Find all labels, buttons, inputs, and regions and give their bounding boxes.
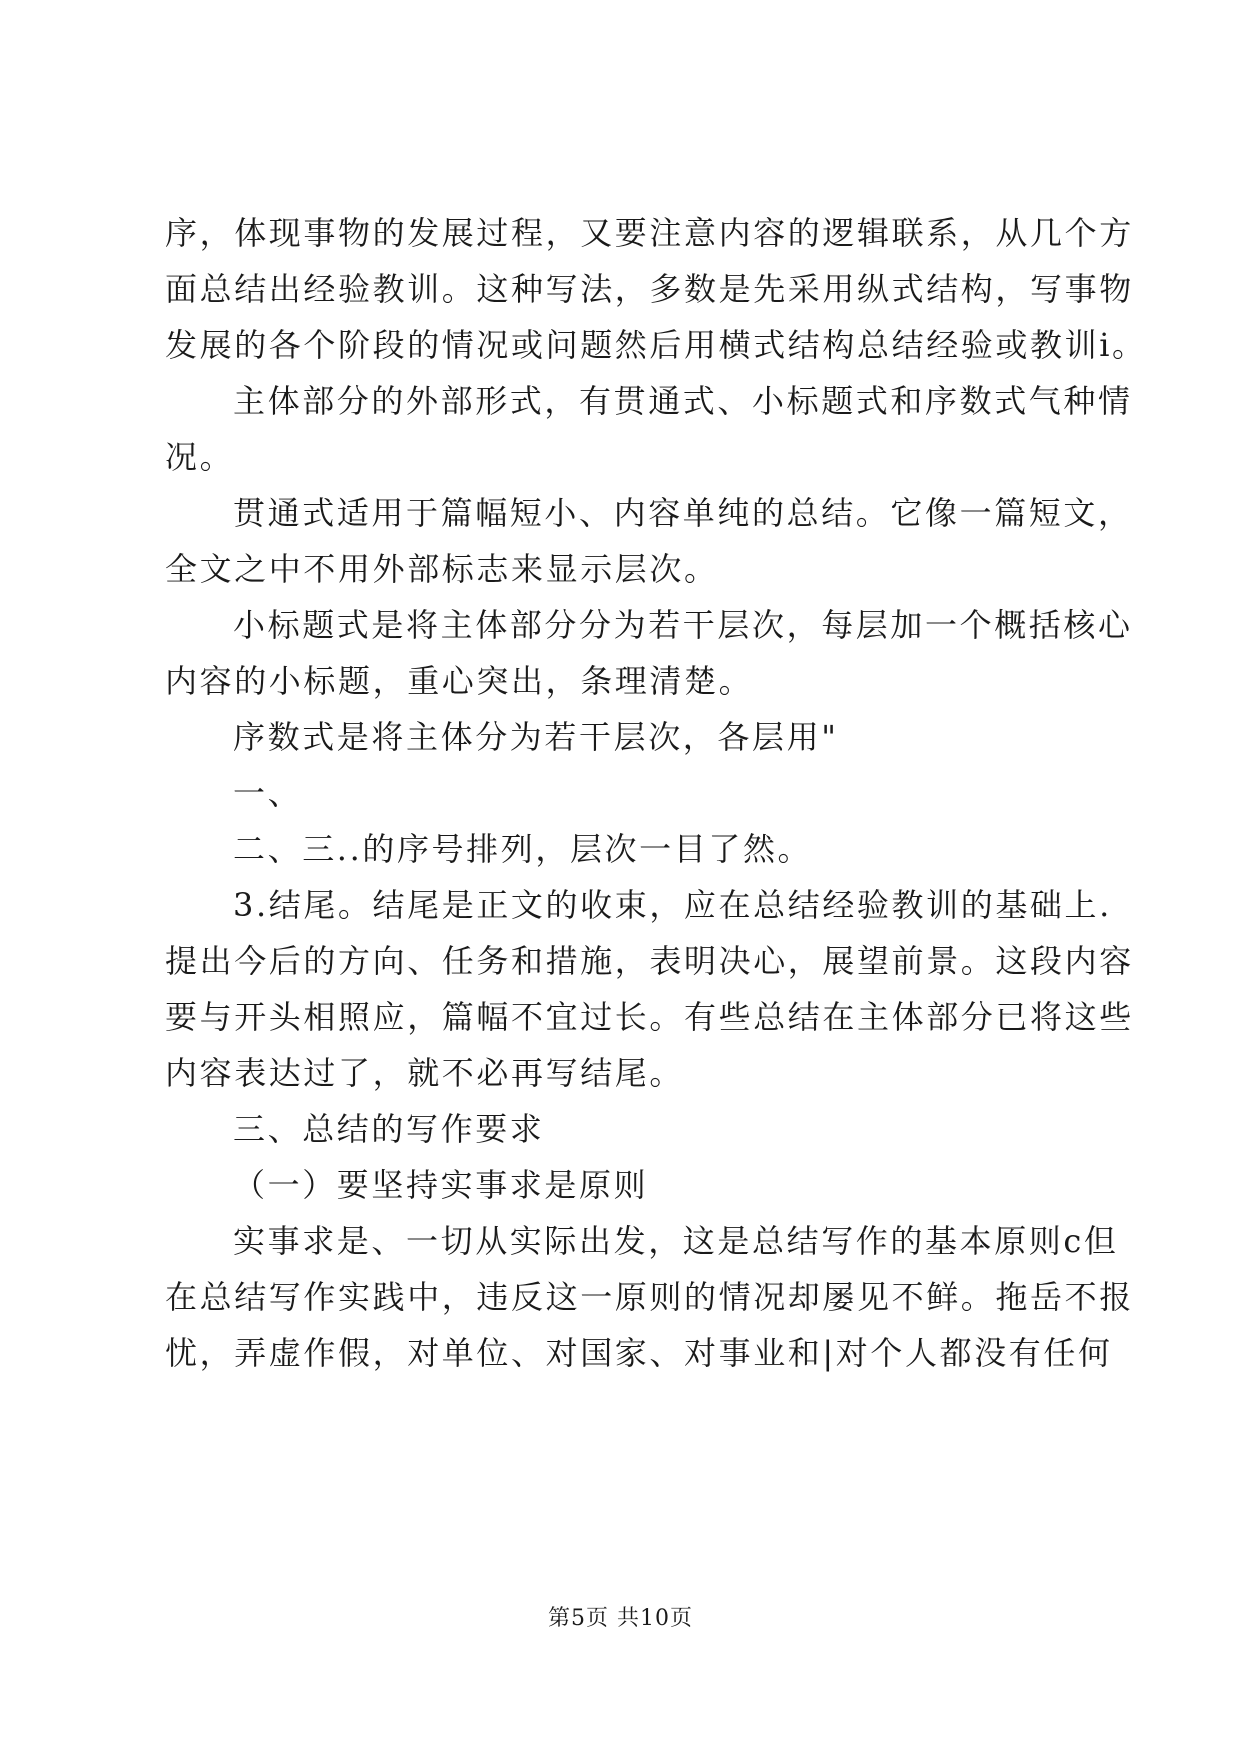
body-line-20: 在总结写作实践中，违反这一原则的情况却屡见不鲜。拖岳不报 — [165, 1278, 1134, 1316]
body-line-15: 要与开头相照应，篇幅不宜过长。有些总结在主体部分已将这些 — [165, 998, 1134, 1036]
body-line-7: 全文之中不用外部标志来显示层次。 — [165, 550, 719, 588]
body-line-19: 实事求是、一切从实际出发，这是总结写作的基本原则c但 — [233, 1222, 1119, 1260]
section-heading: 三、总结的写作要求 — [233, 1110, 545, 1148]
body-line-14: 提出今后的方向、任务和措施，表明决心，展望前景。这段内容 — [165, 942, 1134, 980]
body-line-16: 内容表达过了，就不必再写结尾。 — [165, 1054, 685, 1092]
body-line-3: 发展的各个阶段的情况或问题然后用横式结构总结经验或教训i。 — [165, 326, 1147, 364]
page-number-footer: 第5页 共10页 — [548, 1606, 693, 1631]
body-line-4: 主体部分的外部形式，有贯通式、小标题式和序数式气种情 — [233, 382, 1133, 420]
body-line-21: 忧，弄虚作假，对单位、对国家、对事业和|对个人都没有任何 — [165, 1334, 1113, 1372]
body-line-5: 况。 — [165, 438, 235, 476]
body-line-2: 面总结出经验教训。这种写法，多数是先采用纵式结构，写事物 — [165, 270, 1134, 308]
body-line-8: 小标题式是将主体部分分为若干层次，每层加一个概括核心 — [233, 606, 1133, 644]
body-line-12: 二、三..的序号排列，层次一目了然。 — [233, 830, 813, 868]
body-line-9: 内容的小标题，重心突出，条理清楚。 — [165, 662, 754, 700]
body-line-13: 3.结尾。结尾是正文的收束，应在总结经验教训的基础上. — [233, 886, 1112, 924]
body-line-10: 序数式是将主体分为若干层次，各层用" — [233, 718, 839, 756]
subsection-heading: （一）要坚持实事求是原则 — [233, 1166, 649, 1204]
body-line-6: 贯通式适用于篇幅短小、内容单纯的总结。它像一篇短文， — [233, 494, 1133, 532]
body-line-11: 一、 — [233, 774, 303, 812]
body-line-1: 序，体现事物的发展过程，又要注意内容的逻辑联系，从几个方 — [165, 214, 1134, 252]
